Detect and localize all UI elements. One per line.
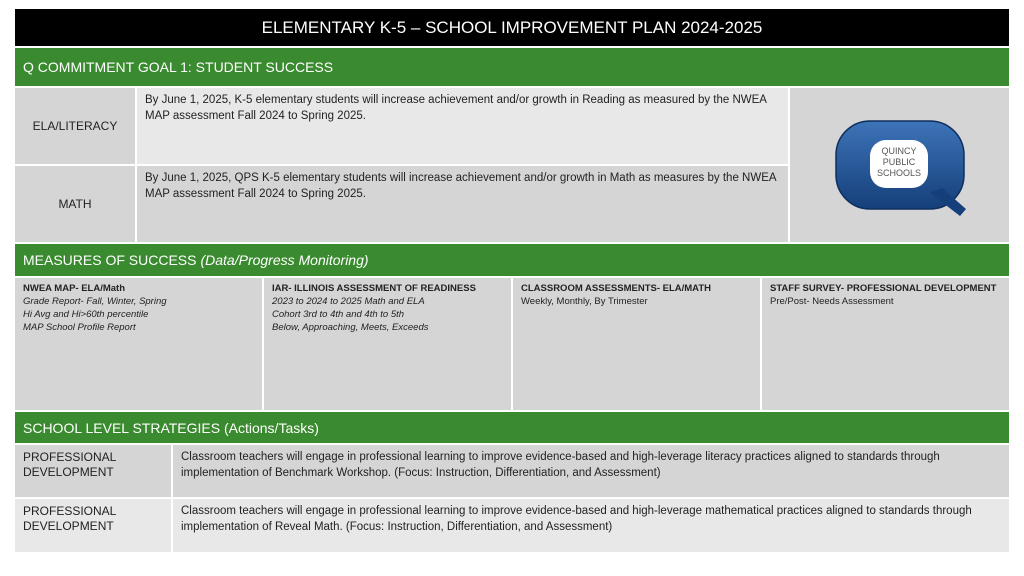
strategy-text: Classroom teachers will engage in professional learning to improve evidence-based and high-leverage literacy practices aligned to standards through implementation of Benchmark Workshop. (Focus: Instruction, Differentiation, and Assessment): [173, 445, 1009, 497]
goal-header: [15, 48, 1009, 86]
strategy-label-line: DEVELOPMENT: [23, 519, 114, 533]
goal-label-math: MATH: [15, 166, 135, 242]
goal-header-text: Q COMMITMENT GOAL 1: STUDENT SUCCESS: [23, 59, 334, 75]
measures-header: [15, 244, 1009, 276]
measure-heading: NWEA MAP- ELA/Math: [23, 283, 126, 294]
goal-text-ela: By June 1, 2025, K-5 elementary students will increase achievement and/or growth in Reading as measured by the NWEA MAP assessment Fall 2024 to Spring 2025.: [137, 88, 788, 164]
strategy-label-line: PROFESSIONAL: [23, 450, 117, 464]
logo-text-line1: QUINCY: [881, 146, 917, 156]
quincy-public-schools-logo: [790, 88, 1009, 242]
strategy-text: Classroom teachers will engage in professional learning to improve evidence-based and high-leverage mathematical practices aligned to standards through implementation of Reveal Math. (Focus: Instruction, Differentiation, and Assessment): [173, 499, 1009, 552]
goal-label-ela: ELA/LITERACY: [15, 88, 135, 164]
page-title: ELEMENTARY K-5 – SCHOOL IMPROVEMENT PLAN 2024-2025: [15, 9, 1009, 46]
measure-line: Below, Approaching, Meets, Exceeds: [272, 322, 429, 333]
logo-text-line3: SCHOOLS: [876, 168, 922, 178]
strategy-label-line: PROFESSIONAL: [23, 504, 117, 518]
strategies-header: [15, 412, 1009, 443]
strategy-label-line: DEVELOPMENT: [23, 465, 114, 479]
goal-text-math: By June 1, 2025, QPS K-5 elementary students will increase achievement and/or growth in Math as measures by the NWEA MAP assessment Fall 2024 to Spring 2025.: [137, 166, 788, 242]
measures-subheader-text: (Data/Progress Monitoring): [200, 252, 369, 268]
measure-line: Weekly, Monthly, By Trimester: [521, 296, 648, 307]
strategy-label: [15, 499, 171, 552]
logo-cell: [790, 88, 1009, 242]
measure-line: Hi Avg and Hi>60th percentile: [23, 309, 149, 320]
measure-line: Cohort 3rd to 4th and 4th to 5th: [272, 309, 405, 320]
measure-heading: STAFF SURVEY- PROFESSIONAL DEVELOPMENT: [770, 283, 997, 294]
measure-line: Pre/Post- Needs Assessment: [770, 296, 894, 307]
measure-col-iar: [264, 278, 511, 410]
measure-col-staff-survey: [762, 278, 1009, 410]
strategy-label: [15, 445, 171, 497]
measure-line: MAP School Profile Report: [23, 322, 136, 333]
strategies-header-text: SCHOOL LEVEL STRATEGIES (Actions/Tasks): [23, 419, 319, 436]
measure-col-classroom: [513, 278, 760, 410]
measures-header-text: MEASURES OF SUCCESS: [23, 252, 197, 268]
measure-heading: IAR- ILLINOIS ASSESSMENT OF READINESS: [272, 283, 476, 294]
measure-col-nwea: [15, 278, 262, 410]
measure-line: Grade Report- Fall, Winter, Spring: [23, 296, 167, 307]
measure-line: 2023 to 2024 to 2025 Math and ELA: [272, 296, 425, 307]
measure-heading: CLASSROOM ASSESSMENTS- ELA/MATH: [521, 283, 712, 294]
logo-text-line2: PUBLIC: [882, 157, 916, 167]
